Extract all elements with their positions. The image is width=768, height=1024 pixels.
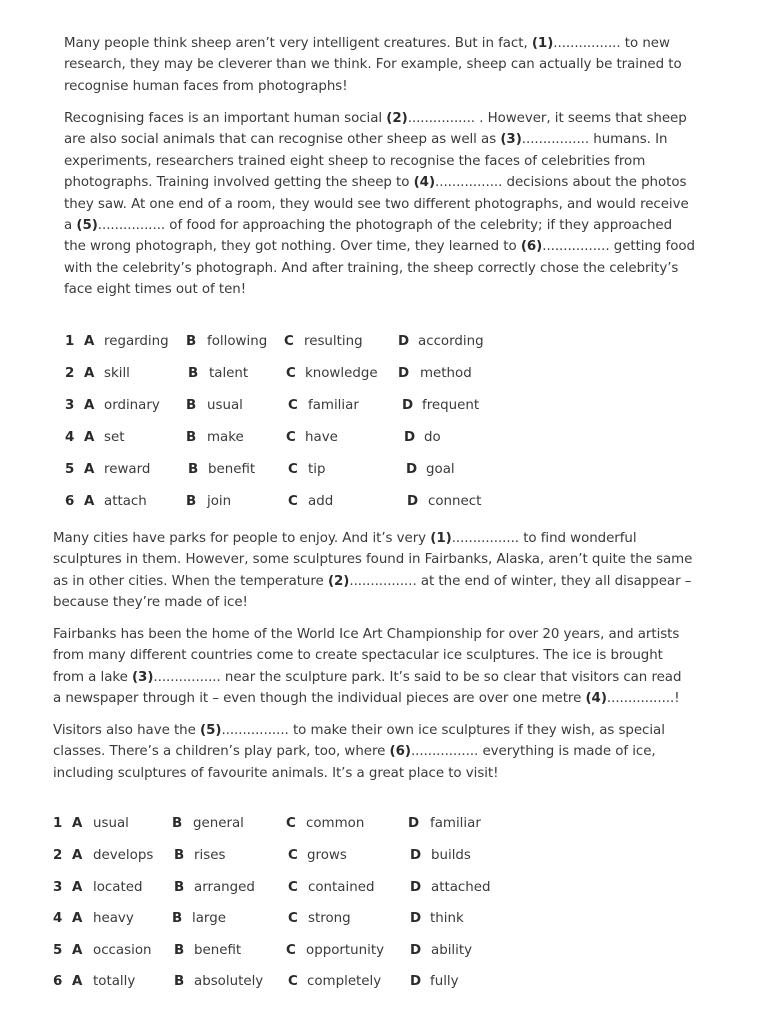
option-letter-c: C bbox=[288, 462, 298, 477]
option-b[interactable]: general bbox=[193, 816, 244, 831]
question-number: 1 bbox=[53, 816, 63, 831]
option-c[interactable]: tip bbox=[308, 462, 326, 477]
option-letter-a: A bbox=[84, 398, 95, 413]
gap-marker: (2) bbox=[386, 111, 408, 126]
option-letter-a: A bbox=[84, 366, 95, 381]
option-letter-c: C bbox=[286, 430, 296, 445]
option-d[interactable]: familiar bbox=[430, 816, 481, 831]
option-letter-d: D bbox=[410, 911, 422, 926]
option-row bbox=[0, 460, 768, 480]
option-d[interactable]: attached bbox=[431, 880, 491, 895]
passage1-paragraph1: Many people think sheep aren’t very intelligent creatures. But in fact, (1)................ to new research, they may be cleverer than we think. For example, sheep can actually be trained to recognise human faces from photographs! bbox=[64, 36, 682, 94]
option-a[interactable]: develops bbox=[93, 848, 154, 863]
option-letter-b: B bbox=[186, 334, 197, 349]
option-c[interactable]: strong bbox=[308, 911, 351, 926]
option-b[interactable]: large bbox=[192, 911, 226, 926]
option-letter-a: A bbox=[84, 462, 95, 477]
option-a[interactable]: totally bbox=[93, 974, 136, 989]
option-row bbox=[0, 492, 768, 512]
option-letter-b: B bbox=[188, 366, 199, 381]
option-letter-c: C bbox=[286, 943, 296, 958]
option-letter-c: C bbox=[288, 494, 298, 509]
option-d[interactable]: according bbox=[418, 334, 484, 349]
gap-marker: (2) bbox=[327, 573, 350, 589]
option-letter-d: D bbox=[410, 974, 422, 989]
option-d[interactable]: fully bbox=[430, 974, 459, 989]
option-b[interactable]: following bbox=[207, 334, 268, 349]
option-a[interactable]: set bbox=[104, 430, 125, 445]
option-letter-b: B bbox=[186, 494, 197, 509]
option-d[interactable]: builds bbox=[431, 848, 471, 863]
option-letter-a: A bbox=[72, 880, 83, 895]
option-c[interactable]: grows bbox=[307, 848, 347, 863]
option-letter-d: D bbox=[410, 848, 422, 863]
option-d[interactable]: goal bbox=[426, 462, 455, 477]
question-number: 2 bbox=[53, 848, 63, 863]
option-b[interactable]: usual bbox=[207, 398, 243, 413]
option-d[interactable]: ability bbox=[431, 943, 473, 958]
option-letter-b: B bbox=[174, 848, 185, 863]
option-letter-a: A bbox=[72, 974, 83, 989]
option-a[interactable]: usual bbox=[93, 816, 129, 831]
option-letter-a: A bbox=[72, 816, 83, 831]
option-letter-d: D bbox=[398, 366, 410, 381]
option-letter-c: C bbox=[288, 398, 298, 413]
option-letter-c: C bbox=[288, 911, 298, 926]
option-a[interactable]: attach bbox=[104, 494, 147, 509]
option-d[interactable]: frequent bbox=[422, 398, 480, 413]
passage2-paragraph1: Many cities have parks for people to enjoy. And it’s very (1)................ to find wonderful sculptures in them. However, some sculptures found in Fairbanks, Alaska, aren’t quite the same as in other cities. When the temperature (2)................ at the end of winter, they all disappear – because they’re made of ice! bbox=[53, 531, 693, 611]
gap-marker: (6) bbox=[389, 744, 411, 760]
option-letter-c: C bbox=[288, 848, 298, 863]
option-b[interactable]: rises bbox=[194, 848, 226, 863]
question-number: 1 bbox=[65, 334, 75, 349]
option-d[interactable]: method bbox=[420, 366, 472, 381]
option-a[interactable]: located bbox=[93, 880, 143, 895]
option-d[interactable]: connect bbox=[428, 494, 482, 509]
option-c[interactable]: common bbox=[306, 816, 365, 831]
gap-marker: (1) bbox=[531, 36, 554, 51]
gap-marker: (5) bbox=[76, 218, 98, 234]
option-letter-c: C bbox=[286, 366, 296, 381]
option-a[interactable]: reward bbox=[104, 462, 151, 477]
gap-marker: (4) bbox=[413, 175, 436, 191]
option-a[interactable]: regarding bbox=[104, 334, 169, 349]
option-letter-b: B bbox=[186, 430, 197, 445]
option-letter-b: B bbox=[188, 462, 199, 477]
question-number: 3 bbox=[53, 880, 63, 895]
option-letter-d: D bbox=[410, 880, 422, 895]
passage1-paragraph2: Recognising faces is an important human social (2)................ . However, it seems that sheep are also social animals that can recognise other sheep as well as (3)................ humans. In experiments, researchers trained eight sheep to recognise the faces of celebrities from photographs. Training involved getting the sheep to (4)................ decisions about the photos they saw. At one end of a room, they would see two different photographs, and would receive a (5)................ of food for approaching the photograph of the celebrity; if they approached the wrong photograph, they got nothing. Over time, they learned to (6)................ getting food with the celebrity’s photograph. And after training, the sheep correctly chose the celebrity’s face eight times out of ten! bbox=[64, 111, 695, 298]
option-letter-a: A bbox=[72, 848, 83, 863]
option-c[interactable]: opportunity bbox=[306, 943, 385, 958]
gap-marker: (5) bbox=[200, 723, 222, 738]
option-row bbox=[0, 941, 768, 961]
option-a[interactable]: occasion bbox=[93, 943, 152, 958]
gap-marker: (3) bbox=[131, 669, 154, 685]
option-row bbox=[0, 878, 768, 898]
option-letter-b: B bbox=[172, 911, 183, 926]
option-d[interactable]: think bbox=[430, 911, 464, 926]
passage2-paragraph3: Visitors also have the (5)................ to make their own ice sculptures if they wish, as special classes. There’s a children’s play park, too, where (6)................ everything is made of ice, including sculptures of favourite animals. It’s a great place to visit! bbox=[53, 723, 665, 781]
option-c[interactable]: resulting bbox=[304, 334, 363, 349]
option-a[interactable]: heavy bbox=[93, 911, 134, 926]
option-b[interactable]: benefit bbox=[194, 943, 242, 958]
option-c[interactable]: add bbox=[308, 494, 334, 509]
option-c[interactable]: completely bbox=[307, 974, 382, 989]
option-b[interactable]: benefit bbox=[208, 462, 256, 477]
question-number: 5 bbox=[53, 943, 63, 958]
option-b[interactable]: make bbox=[207, 430, 244, 445]
option-letter-c: C bbox=[288, 974, 298, 989]
option-letter-c: C bbox=[286, 816, 296, 831]
option-a[interactable]: ordinary bbox=[104, 398, 160, 413]
question-number: 6 bbox=[53, 974, 63, 989]
option-row bbox=[0, 364, 768, 384]
gap-marker: (3) bbox=[500, 132, 522, 148]
option-letter-d: D bbox=[398, 334, 410, 349]
option-c[interactable]: contained bbox=[308, 880, 375, 895]
option-row bbox=[0, 814, 768, 834]
option-letter-d: D bbox=[402, 398, 414, 413]
question-number: 5 bbox=[65, 462, 75, 477]
gap-marker: (6) bbox=[520, 239, 543, 255]
option-letter-b: B bbox=[174, 974, 185, 989]
question-number: 3 bbox=[65, 398, 75, 413]
option-row bbox=[0, 332, 768, 352]
option-b[interactable]: arranged bbox=[194, 880, 255, 895]
option-d[interactable]: do bbox=[424, 430, 441, 445]
option-letter-b: B bbox=[174, 943, 185, 958]
option-row bbox=[0, 846, 768, 866]
option-letter-a: A bbox=[72, 943, 83, 958]
option-c[interactable]: knowledge bbox=[305, 366, 378, 381]
passage2-paragraph2: Fairbanks has been the home of the World Ice Art Championship for over 20 years, and artists from many different countries come to create spectacular ice sculptures. The ice is brought from a lake (3)................ near the sculpture park. It’s said to be so clear that visitors can read a newspaper through it – even though the individual pieces are over one metre (4)................! bbox=[53, 627, 682, 707]
option-b[interactable]: talent bbox=[209, 366, 249, 381]
option-c[interactable]: have bbox=[305, 430, 338, 445]
option-b[interactable]: absolutely bbox=[194, 974, 264, 989]
option-letter-a: A bbox=[72, 911, 83, 926]
option-letter-a: A bbox=[84, 334, 95, 349]
option-row bbox=[0, 972, 768, 992]
gap-marker: (1) bbox=[430, 531, 452, 546]
option-letter-b: B bbox=[174, 880, 185, 895]
option-c[interactable]: familiar bbox=[308, 398, 359, 413]
question-number: 2 bbox=[65, 366, 75, 381]
option-letter-c: C bbox=[288, 880, 298, 895]
option-letter-d: D bbox=[408, 816, 420, 831]
option-letter-d: D bbox=[410, 943, 422, 958]
option-b[interactable]: join bbox=[207, 494, 232, 509]
option-letter-a: A bbox=[84, 494, 95, 509]
option-row bbox=[0, 396, 768, 416]
gap-marker: (4) bbox=[585, 691, 607, 707]
option-row bbox=[0, 909, 768, 929]
option-letter-b: B bbox=[172, 816, 183, 831]
option-row bbox=[0, 428, 768, 448]
question-number: 6 bbox=[65, 494, 75, 509]
option-letter-c: C bbox=[284, 334, 294, 349]
option-letter-a: A bbox=[84, 430, 95, 445]
option-letter-b: B bbox=[186, 398, 197, 413]
option-a[interactable]: skill bbox=[104, 366, 130, 381]
question-number: 4 bbox=[65, 430, 75, 445]
option-letter-d: D bbox=[406, 462, 418, 477]
option-letter-d: D bbox=[404, 430, 416, 445]
question-number: 4 bbox=[53, 911, 63, 926]
option-letter-d: D bbox=[407, 494, 419, 509]
